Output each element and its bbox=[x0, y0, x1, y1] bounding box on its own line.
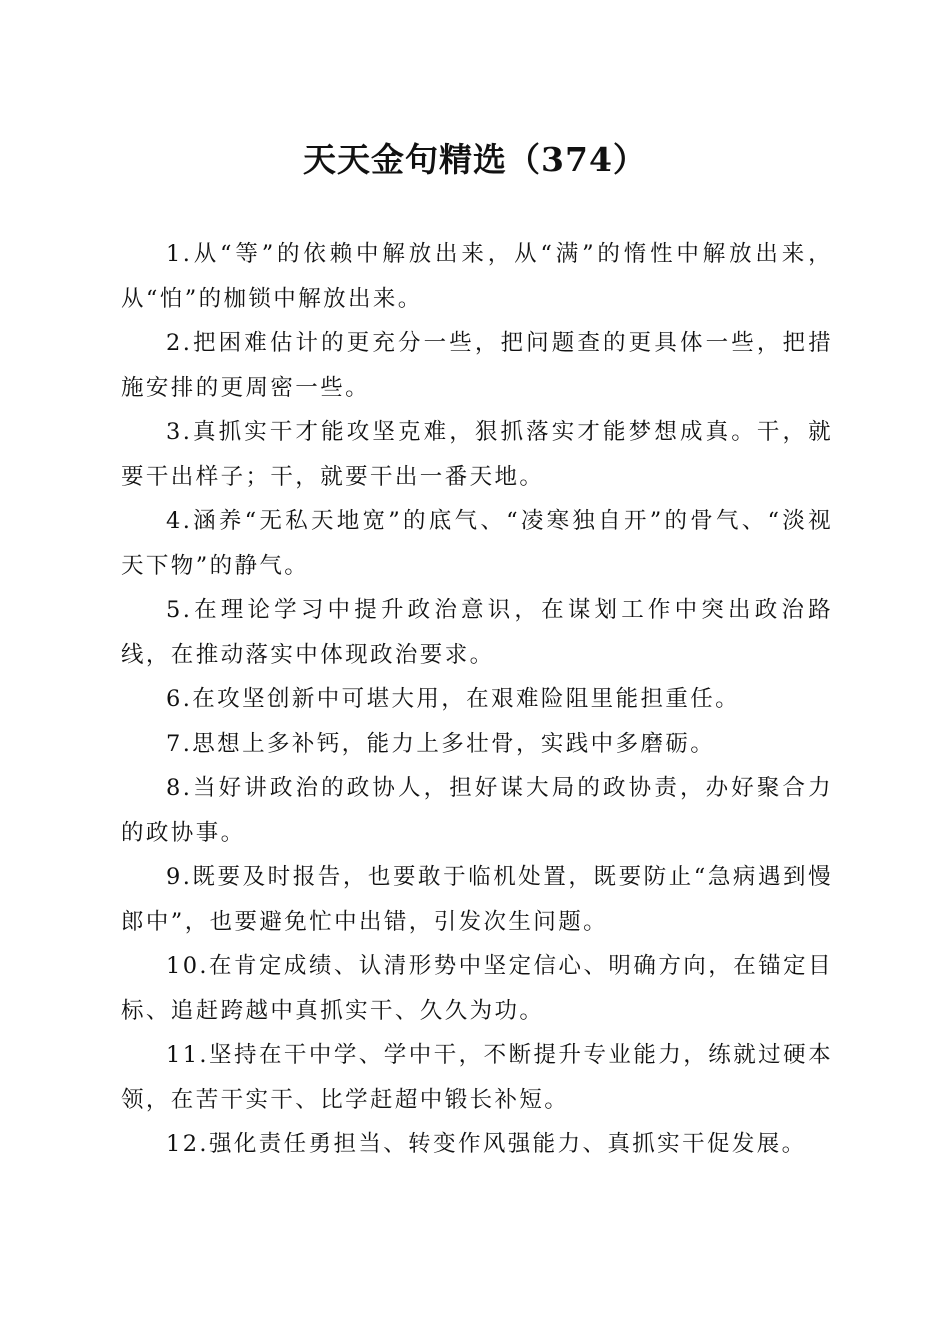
document-body bbox=[121, 232, 833, 1167]
quote-item-9: 9.既要及时报告，也要敢于临机处置，既要防止“急病遇到慢郎中”，也要避免忙中出错，引发次生问题。 bbox=[121, 864, 833, 935]
quote-item-6: 6.在攻坚创新中可堪大用，在艰难险阻里能担重任。 bbox=[166, 686, 741, 712]
quote-item-12: 12.强化责任勇担当、转变作风强能力、真抓实干促发展。 bbox=[166, 1131, 807, 1157]
quote-item-7: 7.思想上多补钙，能力上多壮骨，实践中多磨砺。 bbox=[166, 730, 716, 757]
quote-item-1: 1.从“等”的依赖中解放出来，从“满”的惰性中解放出来，从“怕”的枷锁中解放出来。 bbox=[121, 241, 833, 312]
quote-item-3: 3.真抓实干才能攻坚克难，狠抓落实才能梦想成真。干，就要干出样子；干，就要干出一番天地。 bbox=[121, 419, 833, 490]
quote-item-2: 2.把困难估计的更充分一些，把问题查的更具体一些，把措施安排的更周密一些。 bbox=[121, 330, 833, 401]
quote-item-5: 5.在理论学习中提升政治意识，在谋划工作中突出政治路线，在推动落实中体现政治要求。 bbox=[121, 597, 833, 668]
quote-item-4: 4.涵养“无私天地宽”的底气、“凌寒独自开”的骨气、“淡视天下物”的静气。 bbox=[121, 508, 833, 579]
document-title: 天天金句精选（374） bbox=[303, 140, 647, 179]
quote-item-10: 10.在肯定成绩、认清形势中坚定信心、明确方向，在锚定目标、追赶跨越中真抓实干、久久为功。 bbox=[121, 953, 833, 1024]
quote-item-8: 8.当好讲政治的政协人，担好谋大局的政协责，办好聚合力的政协事。 bbox=[121, 775, 833, 846]
quote-item-11: 11.坚持在干中学、学中干，不断提升专业能力，练就过硬本领，在苦干实干、比学赶超中锻长补短。 bbox=[121, 1042, 833, 1113]
